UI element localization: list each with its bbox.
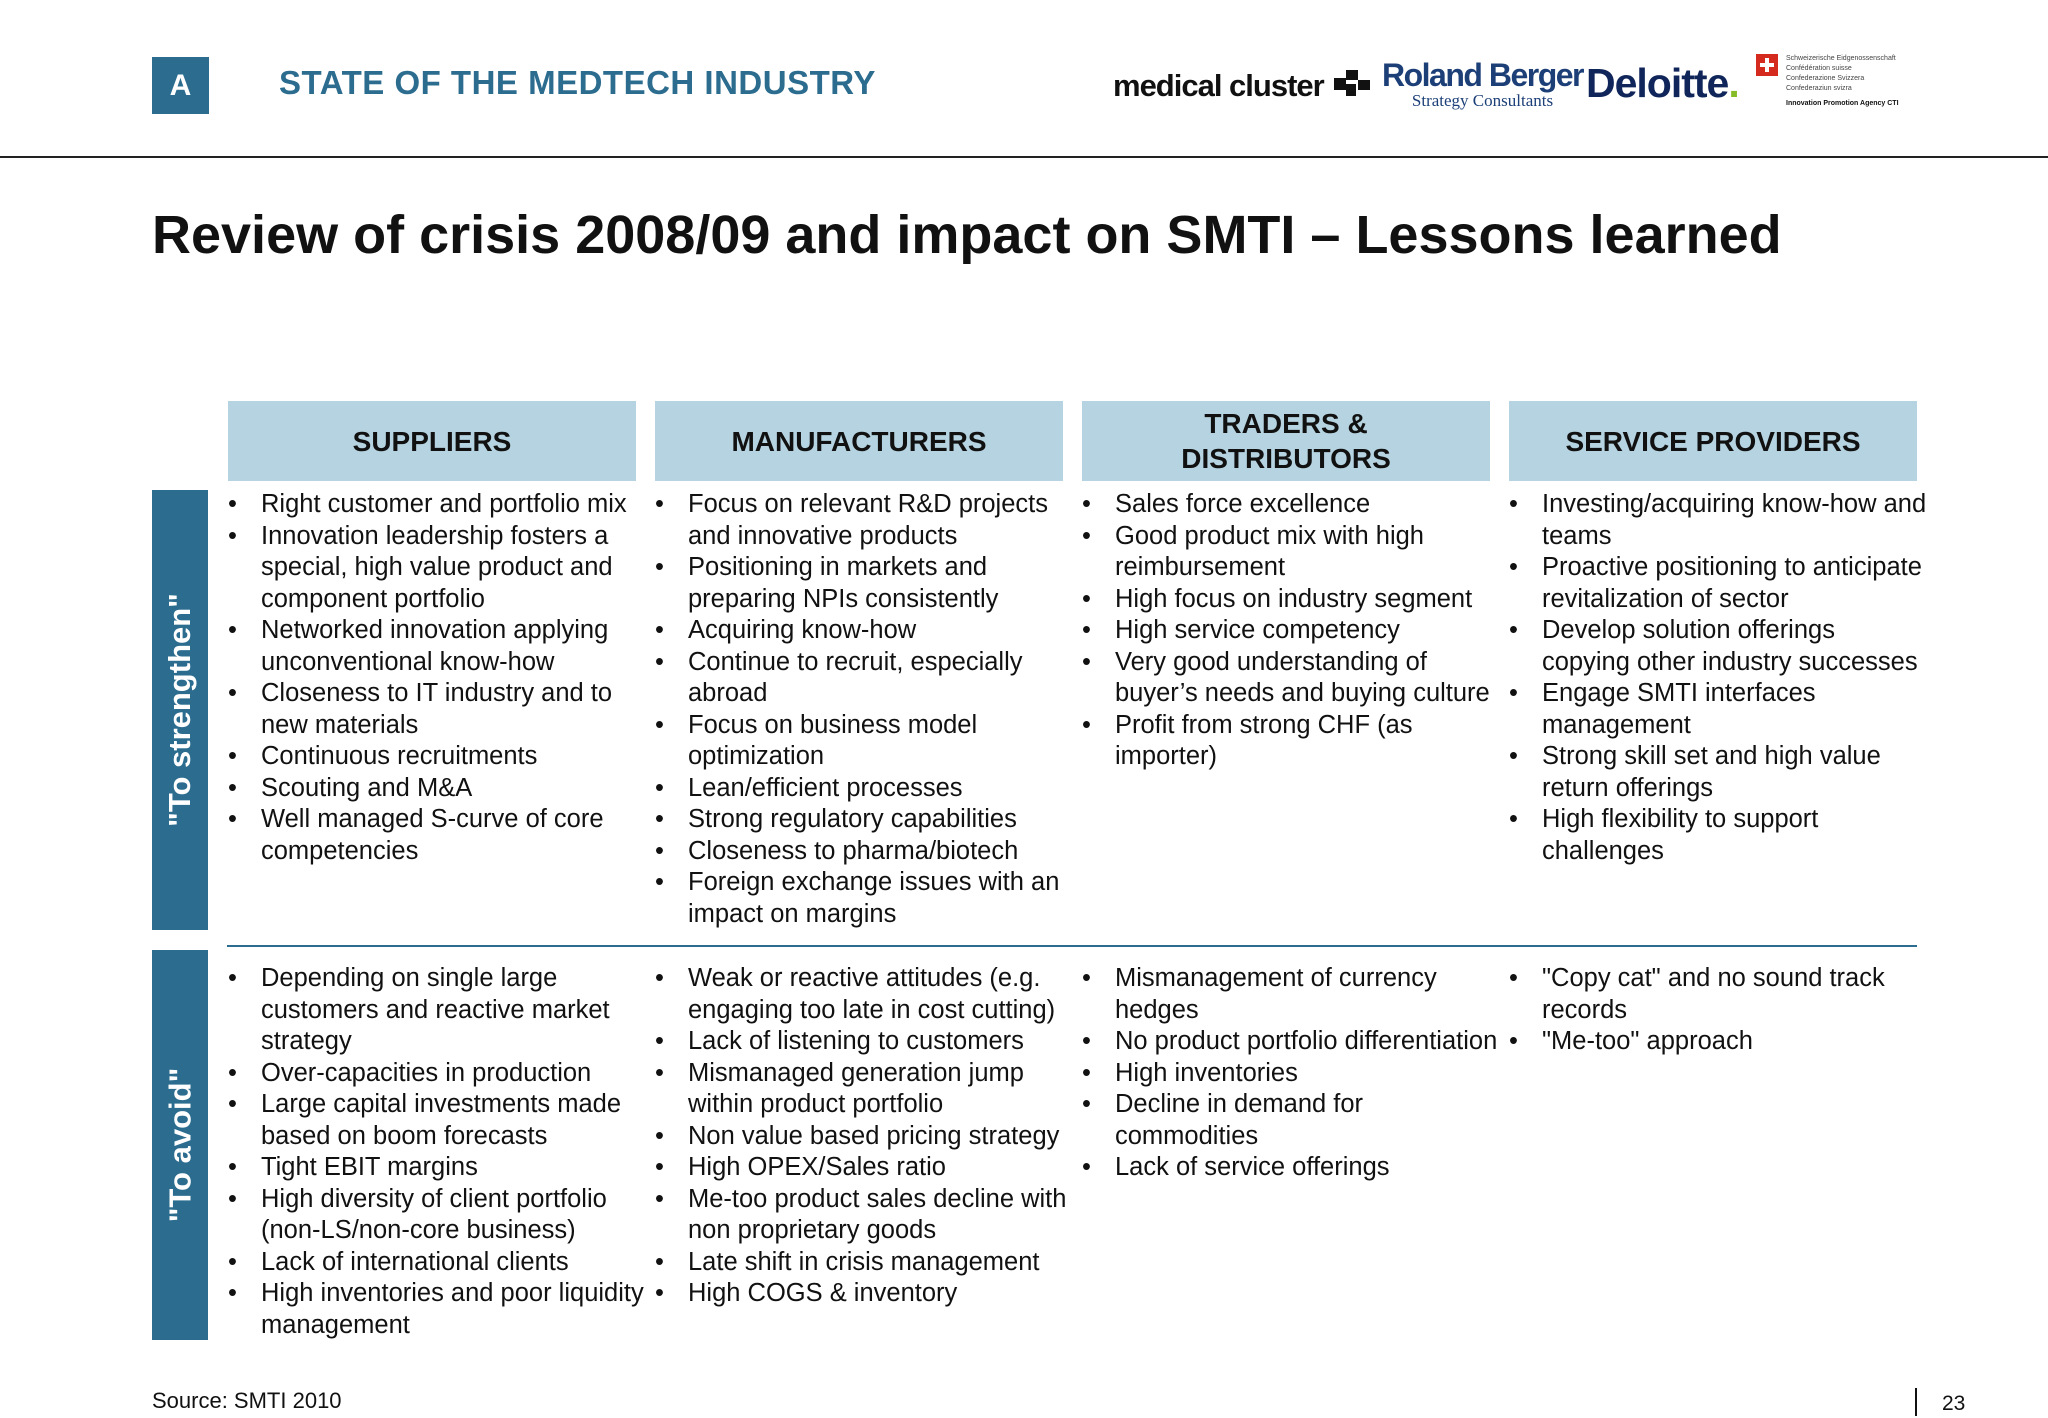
cti-logo-agency: Innovation Promotion Agency CTI — [1786, 100, 1899, 107]
strengthen-manufacturers-list — [655, 489, 1075, 930]
list-item: • Profit from strong CHF (as importer) — [1082, 710, 1502, 773]
list-item: • Well managed S-curve of core competencies — [228, 804, 648, 867]
list-item: • High inventories and poor liquidity management — [228, 1278, 648, 1341]
column-header-label: SUPPLIERS — [352, 425, 512, 457]
list-item: • High flexibility to support challenges — [1509, 804, 1929, 867]
section-title: STATE OF THE MEDTECH INDUSTRY — [279, 64, 876, 101]
page-number: 23 — [1942, 1392, 1966, 1415]
swiss-flag-icon — [1756, 54, 1778, 76]
list-item: • High OPEX/Sales ratio — [655, 1152, 1075, 1184]
list-item: • Weak or reactive attitudes (e.g. engaging too late in cost cutting) — [655, 963, 1075, 1026]
column-header-label: SERVICE PROVIDERS — [1565, 425, 1861, 457]
list-item: • "Me-too" approach — [1509, 1026, 1929, 1058]
list-item: • Innovation leadership fosters a special, high value product and component portfolio — [228, 521, 648, 616]
list-item: • Scouting and M&A — [228, 773, 648, 805]
page-title: Review of crisis 2008/09 and impact on SMTI – Lessons learned — [152, 205, 1782, 265]
column-header-label: MANUFACTURERS — [731, 425, 987, 457]
strengthen-traders-list — [1082, 489, 1502, 773]
list-item: • Acquiring know-how — [655, 615, 1075, 647]
list-item: • Strong skill set and high value return offerings — [1509, 741, 1929, 804]
list-item: • Late shift in crisis management — [655, 1247, 1075, 1279]
list-item: • Investing/acquiring know-how and teams — [1509, 489, 1929, 552]
deloitte-logo — [1586, 60, 1739, 107]
row-label-to-avoid — [152, 950, 208, 1340]
list-item: • Networked innovation applying unconventional know-how — [228, 615, 648, 678]
list-item: • Large capital investments made based on boom forecasts — [228, 1089, 648, 1152]
list-item: • Decline in demand for commodities — [1082, 1089, 1502, 1152]
list-item: • Depending on single large customers and reactive market strategy — [228, 963, 648, 1058]
row-label-text: "To strengthen" — [162, 593, 198, 827]
list-item: • Right customer and portfolio mix — [228, 489, 648, 521]
row-label-to-strengthen — [152, 490, 208, 930]
list-item: • Lean/efficient processes — [655, 773, 1075, 805]
cti-logo-line: Confédération suisse — [1786, 65, 1852, 72]
list-item: • High focus on industry segment — [1082, 584, 1502, 616]
list-item: • Sales force excellence — [1082, 489, 1502, 521]
list-item: • Foreign exchange issues with an impact on margins — [655, 867, 1075, 930]
list-item: • Continuous recruitments — [228, 741, 648, 773]
roland-berger-logo — [1382, 58, 1583, 110]
avoid-traders-list — [1082, 963, 1502, 1184]
list-item: • Tight EBIT margins — [228, 1152, 648, 1184]
list-item: • Focus on business model optimization — [655, 710, 1075, 773]
section-badge: A — [152, 57, 209, 114]
roland-berger-logo-name: Roland Berger — [1382, 57, 1583, 93]
cti-logo — [1756, 54, 1932, 120]
deloitte-logo-text: Deloitte — [1586, 60, 1729, 106]
roland-berger-logo-sub: Strategy Consultants — [1411, 91, 1554, 110]
list-item: • Lack of listening to customers — [655, 1026, 1075, 1058]
cti-logo-line: Confederaziun svizra — [1786, 85, 1852, 92]
list-item: • Good product mix with high reimbursement — [1082, 521, 1502, 584]
avoid-service-providers-list — [1509, 963, 1929, 1058]
list-item: • Closeness to pharma/biotech — [655, 836, 1075, 868]
list-item: • Develop solution offerings copying other industry successes — [1509, 615, 1929, 678]
list-item: • Lack of service offerings — [1082, 1152, 1502, 1184]
avoid-suppliers-list — [228, 963, 648, 1341]
strengthen-service-providers-list — [1509, 489, 1929, 867]
deloitte-logo-dot: . — [1728, 60, 1739, 106]
medical-cluster-logo-text: medical cluster — [1113, 68, 1324, 103]
header-divider — [0, 156, 2048, 158]
avoid-manufacturers-list — [655, 963, 1075, 1310]
list-item: • Engage SMTI interfaces management — [1509, 678, 1929, 741]
column-header-service-providers — [1509, 401, 1917, 481]
row-label-text: "To avoid" — [162, 1067, 198, 1223]
list-item: • Over-capacities in production — [228, 1058, 648, 1090]
list-item: • No product portfolio differentiation — [1082, 1026, 1502, 1058]
list-item: • High service competency — [1082, 615, 1502, 647]
list-item: • Continue to recruit, especially abroad — [655, 647, 1075, 710]
list-item: • Me-too product sales decline with non proprietary goods — [655, 1184, 1075, 1247]
list-item: • High diversity of client portfolio (non-LS/non-core business) — [228, 1184, 648, 1247]
list-item: • Non value based pricing strategy — [655, 1121, 1075, 1153]
list-item: • Positioning in markets and preparing NPIs consistently — [655, 552, 1075, 615]
medical-cluster-mark-icon — [1334, 70, 1370, 102]
list-item: • Very good understanding of buyer’s needs and buying culture — [1082, 647, 1502, 710]
strengthen-suppliers-list — [228, 489, 648, 867]
list-item: • Mismanagement of currency hedges — [1082, 963, 1502, 1026]
list-item: • "Copy cat" and no sound track records — [1509, 963, 1929, 1026]
column-header-traders-distributors — [1082, 401, 1490, 481]
list-item: • Lack of international clients — [228, 1247, 648, 1279]
list-item: • Proactive positioning to anticipate revitalization of sector — [1509, 552, 1929, 615]
list-item: • Closeness to IT industry and to new materials — [228, 678, 648, 741]
column-header-suppliers — [228, 401, 636, 481]
cti-logo-line: Schweizerische Eidgenossenschaft — [1786, 55, 1896, 62]
source-note: Source: SMTI 2010 — [152, 1388, 342, 1413]
list-item: • Mismanaged generation jump within product portfolio — [655, 1058, 1075, 1121]
cti-logo-line: Confederazione Svizzera — [1786, 75, 1865, 82]
column-header-manufacturers — [655, 401, 1063, 481]
row-divider — [227, 945, 1917, 947]
page-number-separator — [1915, 1388, 1917, 1416]
list-item: • High inventories — [1082, 1058, 1502, 1090]
medical-cluster-logo — [1113, 68, 1370, 104]
column-header-label: TRADERS & DISTRIBUTORS — [1181, 408, 1391, 474]
list-item: • Strong regulatory capabilities — [655, 804, 1075, 836]
list-item: • High COGS & inventory — [655, 1278, 1075, 1310]
list-item: • Focus on relevant R&D projects and innovative products — [655, 489, 1075, 552]
